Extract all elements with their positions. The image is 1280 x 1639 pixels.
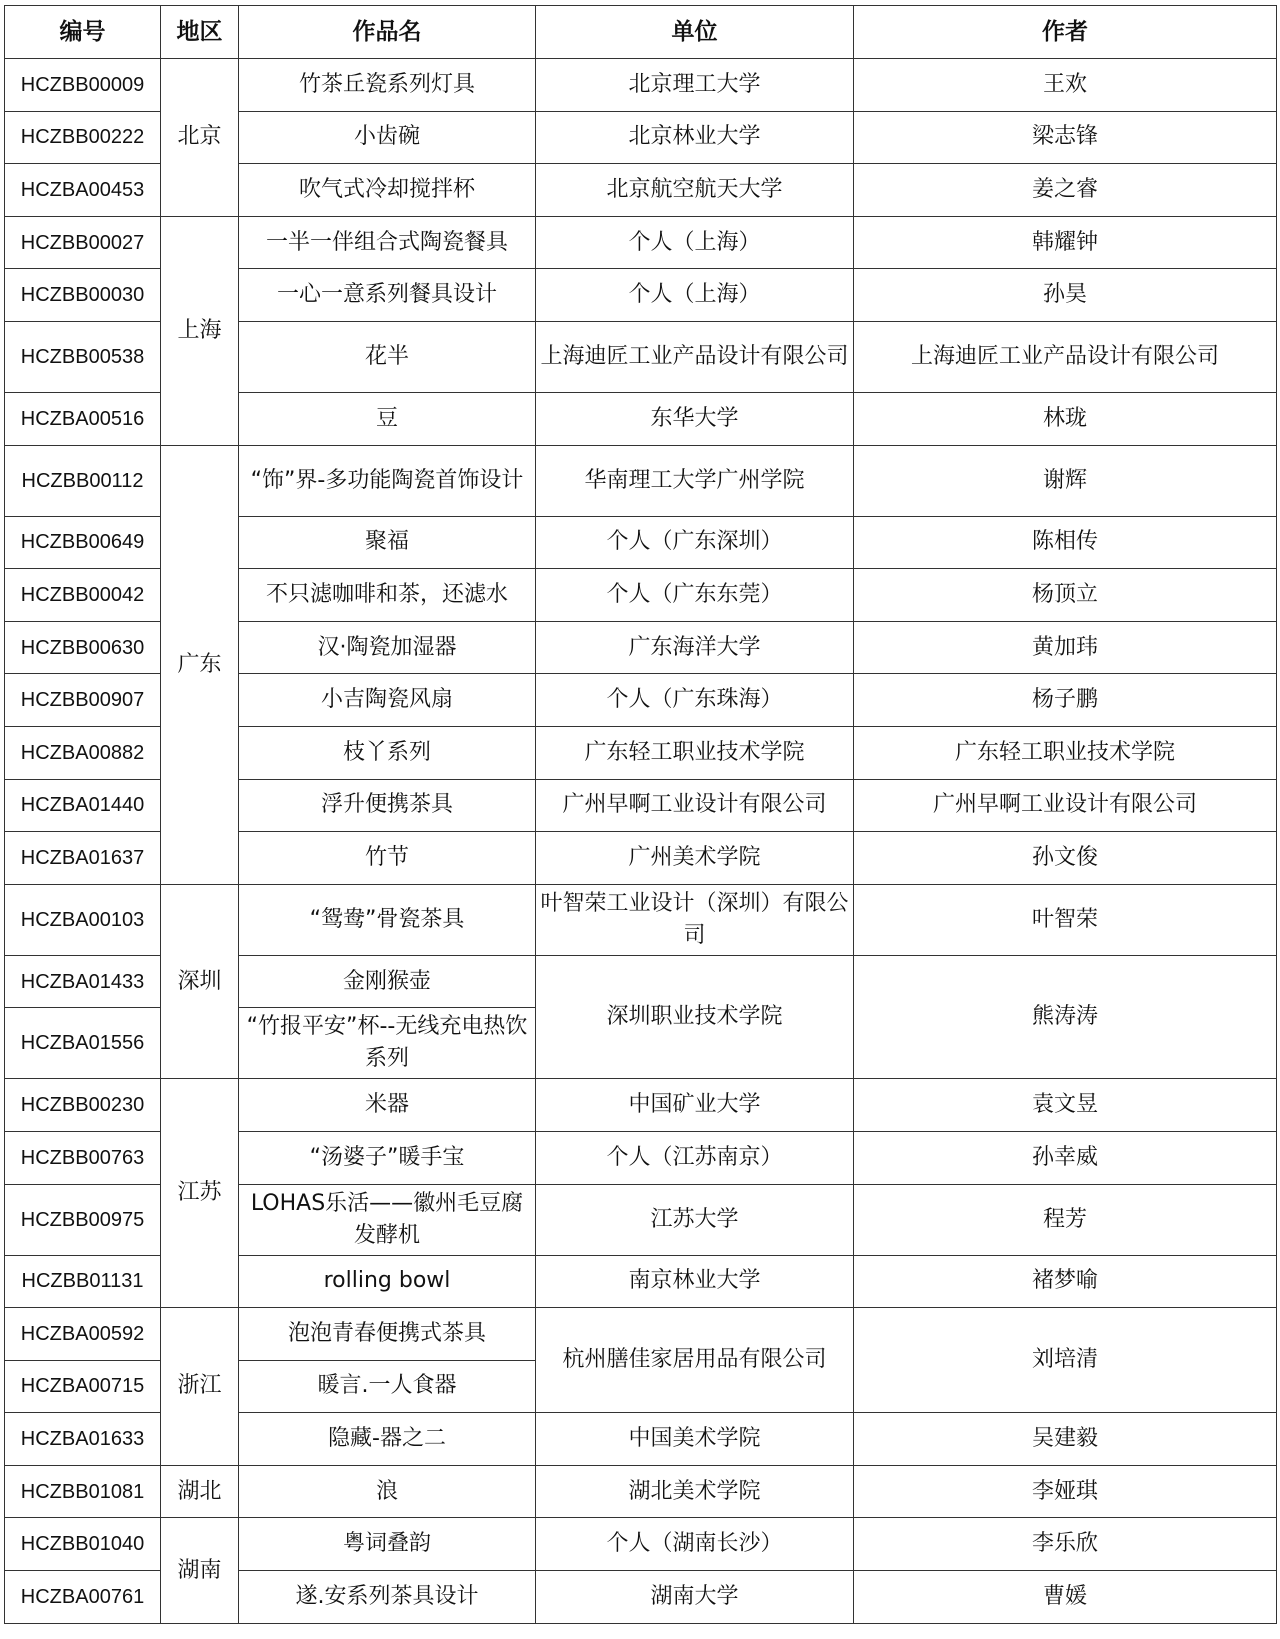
table-row [5, 1308, 1277, 1361]
cell-author: 刘培清 [854, 1308, 1277, 1413]
cell-region: 广东 [161, 445, 239, 884]
cell-code: HCZBB00763 [5, 1131, 161, 1184]
cell-work: “汤婆子”暖手宝 [239, 1131, 536, 1184]
cell-code: HCZBA01637 [5, 832, 161, 885]
cell-region: 上海 [161, 216, 239, 445]
cell-work: 竹节 [239, 832, 536, 885]
cell-unit: 个人（广东珠海） [536, 674, 854, 727]
cell-code: HCZBB01131 [5, 1255, 161, 1308]
cell-author: 陈相传 [854, 516, 1277, 569]
cell-region: 湖南 [161, 1518, 239, 1623]
cell-work: rolling bowl [239, 1255, 536, 1308]
cell-work: 米器 [239, 1079, 536, 1132]
cell-author: 谢辉 [854, 445, 1277, 516]
cell-unit: 北京林业大学 [536, 111, 854, 164]
cell-author: 杨子鹏 [854, 674, 1277, 727]
cell-work: 吹气式冷却搅拌杯 [239, 164, 536, 217]
cell-author: 李娅琪 [854, 1465, 1277, 1518]
cell-work: 不只滤咖啡和茶，还滤水 [239, 569, 536, 622]
cell-unit: 个人（上海） [536, 216, 854, 269]
cell-author: 林珑 [854, 392, 1277, 445]
cell-unit: 个人（广东深圳） [536, 516, 854, 569]
table-row [5, 1465, 1277, 1518]
cell-work: 汉·陶瓷加湿器 [239, 621, 536, 674]
header-unit: 单位 [536, 6, 854, 59]
cell-code: HCZBB00538 [5, 321, 161, 392]
cell-author: 曹媛 [854, 1571, 1277, 1624]
cell-unit: 中国美术学院 [536, 1413, 854, 1466]
cell-unit: 中国矿业大学 [536, 1079, 854, 1132]
cell-work: 枝丫系列 [239, 726, 536, 779]
cell-code: HCZBB00230 [5, 1079, 161, 1132]
cell-unit: 南京林业大学 [536, 1255, 854, 1308]
cell-unit: 江苏大学 [536, 1184, 854, 1255]
cell-work: 竹茶丘瓷系列灯具 [239, 59, 536, 112]
cell-author: 吴建毅 [854, 1413, 1277, 1466]
cell-work: “竹报平安”杯--无线充电热饮系列 [239, 1008, 536, 1079]
cell-code: HCZBB00027 [5, 216, 161, 269]
cell-author: 黄加玮 [854, 621, 1277, 674]
cell-region: 北京 [161, 59, 239, 217]
cell-code: HCZBA00103 [5, 884, 161, 955]
header-work: 作品名 [239, 6, 536, 59]
cell-author: 广东轻工职业技术学院 [854, 726, 1277, 779]
cell-code: HCZBB00030 [5, 269, 161, 322]
cell-work: 粤词叠韵 [239, 1518, 536, 1571]
cell-work: 遂.安系列茶具设计 [239, 1571, 536, 1624]
cell-author: 王欢 [854, 59, 1277, 112]
cell-unit: 北京航空航天大学 [536, 164, 854, 217]
cell-code: HCZBA00453 [5, 164, 161, 217]
cell-unit: 深圳职业技术学院 [536, 955, 854, 1079]
cell-region: 浙江 [161, 1308, 239, 1466]
cell-code: HCZBA01633 [5, 1413, 161, 1466]
cell-unit: 湖南大学 [536, 1571, 854, 1624]
table-row [5, 1518, 1277, 1571]
cell-author: 叶智荣 [854, 884, 1277, 955]
cell-author: 姜之睿 [854, 164, 1277, 217]
cell-code: HCZBB01081 [5, 1465, 161, 1518]
cell-work: 浮升便携茶具 [239, 779, 536, 832]
cell-region: 深圳 [161, 884, 239, 1079]
table-row [5, 445, 1277, 516]
header-code: 编号 [5, 6, 161, 59]
cell-unit: 广东海洋大学 [536, 621, 854, 674]
cell-unit: 广东轻工职业技术学院 [536, 726, 854, 779]
cell-unit: 个人（湖南长沙） [536, 1518, 854, 1571]
cell-author: 孙昊 [854, 269, 1277, 322]
cell-code: HCZBA00882 [5, 726, 161, 779]
cell-author: 李乐欣 [854, 1518, 1277, 1571]
cell-unit: 个人（广东东莞） [536, 569, 854, 622]
cell-code: HCZBB00112 [5, 445, 161, 516]
cell-code: HCZBA01433 [5, 955, 161, 1008]
cell-work: 隐藏-器之二 [239, 1413, 536, 1466]
cell-work: 一心一意系列餐具设计 [239, 269, 536, 322]
cell-code: HCZBB00042 [5, 569, 161, 622]
cell-unit: 杭州膳佳家居用品有限公司 [536, 1308, 854, 1413]
cell-code: HCZBA00715 [5, 1360, 161, 1413]
cell-code: HCZBA01556 [5, 1008, 161, 1079]
header-author: 作者 [854, 6, 1277, 59]
cell-unit: 广州美术学院 [536, 832, 854, 885]
cell-author: 梁志锋 [854, 111, 1277, 164]
cell-author: 孙幸威 [854, 1131, 1277, 1184]
cell-code: HCZBB01040 [5, 1518, 161, 1571]
cell-code: HCZBB00630 [5, 621, 161, 674]
cell-code: HCZBA00516 [5, 392, 161, 445]
cell-region: 湖北 [161, 1465, 239, 1518]
cell-author: 杨顶立 [854, 569, 1277, 622]
cell-unit: 东华大学 [536, 392, 854, 445]
cell-author: 广州早啊工业设计有限公司 [854, 779, 1277, 832]
cell-unit: 北京理工大学 [536, 59, 854, 112]
header-row [5, 6, 1277, 59]
cell-work: “饰”界-多功能陶瓷首饰设计 [239, 445, 536, 516]
cell-unit: 上海迪匠工业产品设计有限公司 [536, 321, 854, 392]
cell-unit: 广州早啊工业设计有限公司 [536, 779, 854, 832]
cell-work: 暖言.一人食器 [239, 1360, 536, 1413]
cell-work: LOHAS乐活——徽州毛豆腐发酵机 [239, 1184, 536, 1255]
cell-code: HCZBB00907 [5, 674, 161, 727]
cell-code: HCZBB00009 [5, 59, 161, 112]
cell-unit: 个人（上海） [536, 269, 854, 322]
cell-unit: 华南理工大学广州学院 [536, 445, 854, 516]
table-row [5, 1079, 1277, 1132]
cell-unit: 湖北美术学院 [536, 1465, 854, 1518]
cell-code: HCZBA01440 [5, 779, 161, 832]
cell-author: 程芳 [854, 1184, 1277, 1255]
cell-unit: 个人（江苏南京） [536, 1131, 854, 1184]
cell-work: 聚福 [239, 516, 536, 569]
cell-code: HCZBA00761 [5, 1571, 161, 1624]
cell-work: 豆 [239, 392, 536, 445]
header-region: 地区 [161, 6, 239, 59]
table-row [5, 884, 1277, 955]
cell-author: 熊涛涛 [854, 955, 1277, 1079]
cell-work: 小吉陶瓷风扇 [239, 674, 536, 727]
cell-work: 泡泡青春便携式茶具 [239, 1308, 536, 1361]
cell-work: 小齿碗 [239, 111, 536, 164]
cell-work: 金刚猴壶 [239, 955, 536, 1008]
cell-work: “鸳鸯”骨瓷茶具 [239, 884, 536, 955]
cell-author: 韩耀钟 [854, 216, 1277, 269]
table-row [5, 59, 1277, 112]
cell-code: HCZBB00975 [5, 1184, 161, 1255]
cell-work: 花半 [239, 321, 536, 392]
table-container [4, 5, 1277, 1624]
cell-work: 浪 [239, 1465, 536, 1518]
cell-author: 上海迪匠工业产品设计有限公司 [854, 321, 1277, 392]
table-row [5, 216, 1277, 269]
cell-author: 孙文俊 [854, 832, 1277, 885]
cell-work: 一半一伴组合式陶瓷餐具 [239, 216, 536, 269]
cell-code: HCZBB00222 [5, 111, 161, 164]
cell-code: HCZBA00592 [5, 1308, 161, 1361]
cell-author: 褚梦喻 [854, 1255, 1277, 1308]
award-table [4, 5, 1277, 1624]
cell-code: HCZBB00649 [5, 516, 161, 569]
cell-unit: 叶智荣工业设计（深圳）有限公司 [536, 884, 854, 955]
cell-author: 袁文昱 [854, 1079, 1277, 1132]
cell-region: 江苏 [161, 1079, 239, 1308]
